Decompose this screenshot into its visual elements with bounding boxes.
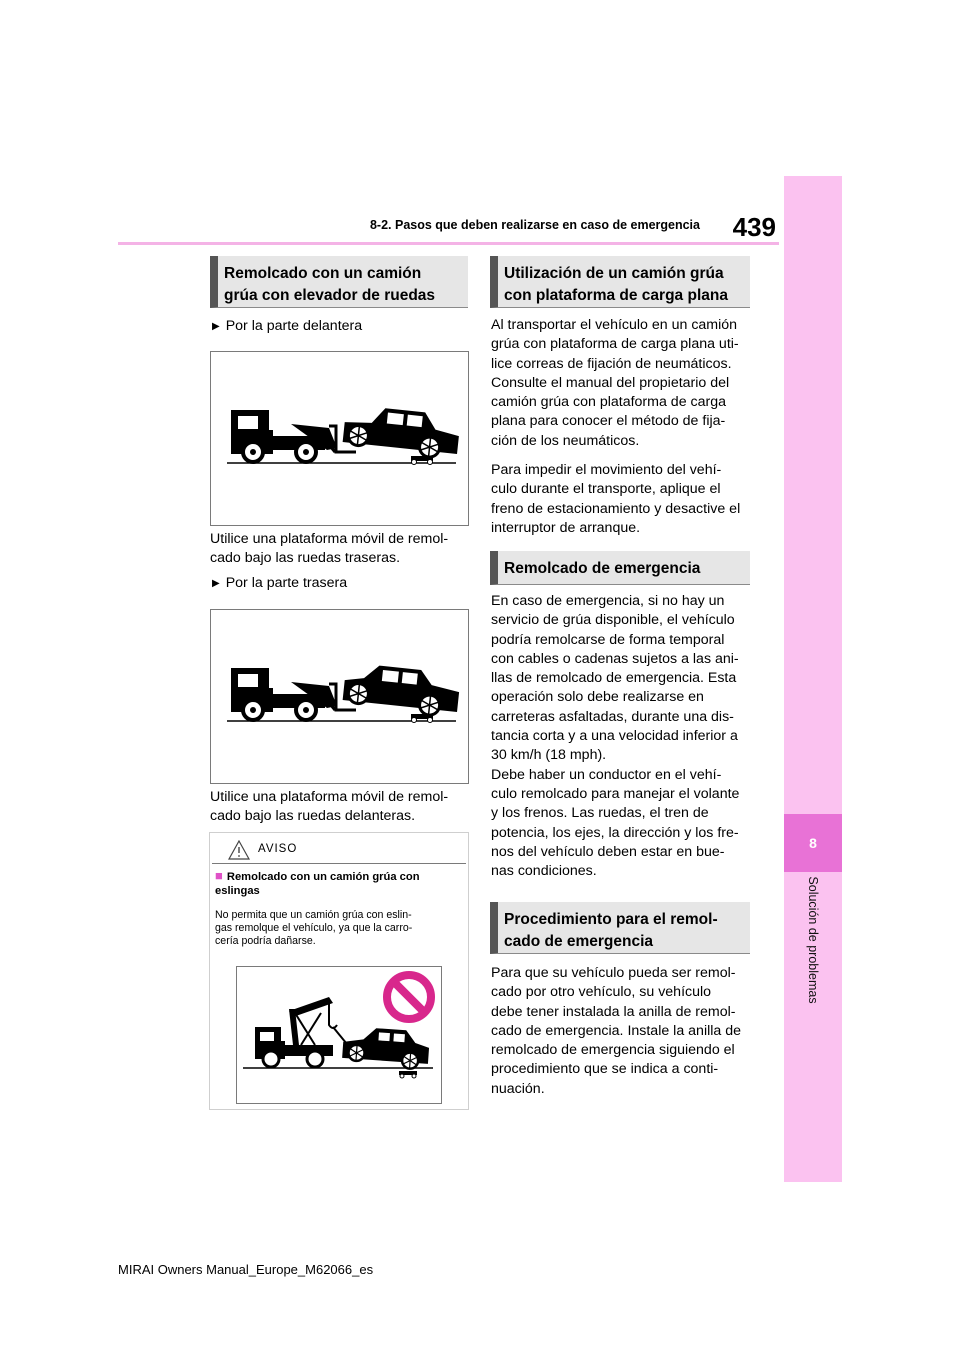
text-line: lice correas de fijación de neumáticos. [491,355,732,372]
text-line: Consulte el manual del propietario del [491,374,730,391]
text-line: plana para conocer el método de fija- [491,413,726,430]
bullet-rear-label: Por la parte trasera [225,575,348,591]
chapter-number: 8 [809,835,817,851]
text-line: cado de emergencia. Instale la anilla de [491,1022,742,1039]
text-line: Para que su vehículo pueda ser remol- [491,965,736,981]
sling-tow-prohibited-drawing [237,967,441,1103]
notice-subtitle-text: Remolcado con un camión grúa con eslingas [215,871,420,897]
text-line: potencia, los ejes, la dirección y los fre- [491,824,739,841]
notice-body-line: cería podría dañarse. [215,934,316,947]
notice-body-line: No permita que un camión grúa con eslin- [215,909,412,921]
emergency-paragraph [491,592,753,881]
procedure-paragraph [491,964,753,1099]
text-line: Para impedir el movimiento del vehí- [491,462,722,479]
bullet-front-label: Por la parte delantera [225,318,363,334]
bullet-triangle-icon: ▶ [212,321,220,332]
footer-text: MIRAI Owners Manual_Europe_M62066_es [118,1262,374,1277]
text-line: servicio de grúa disponible, el vehículo [491,612,735,629]
heading-emergency: Remolcado de emergencia [490,551,750,585]
header-rule [118,242,779,245]
text-line: En caso de emergencia, si no hay un [491,593,725,609]
text-line: camión grúa con plataforma de carga [491,394,727,411]
caption-front-line1: Utilice una plataforma móvil de remol- [210,531,449,547]
text-line: debe tener instalada la anilla de remol- [491,1003,736,1020]
heading-flatbed [490,256,750,308]
text-line: nos del vehículo deben estar en bue- [491,843,725,860]
heading-flatbed-line2: con plataforma de carga plana [504,287,728,304]
heading-wheel-lift-line2: grúa con elevador de ruedas [224,287,436,304]
text-line: operación solo debe realizarse en [491,689,704,706]
heading-procedure-line1: Procedimiento para el remol- [504,911,718,928]
illustration-front-lift [210,351,469,526]
flatbed-paragraph-1 [491,316,753,451]
text-line: con cables o cadenas sujetos a las ani- [491,650,739,667]
tow-truck-rear-lift-drawing [211,610,468,783]
heading-wheel-lift-line1: Remolcado con un camión [224,265,422,282]
caption-rear-line2: cado bajo las ruedas delanteras. [210,808,416,825]
notice-subtitle [215,869,465,898]
text-line: grúa con plataforma de carga plana uti- [491,336,739,353]
text-line: Debe haber un conductor en el vehí- [491,766,722,783]
section-title: 8-2. Pasos que deben realizarse en caso de emergencia [369,218,700,232]
text-line: remolcado de emergencia siguiendo el [491,1042,735,1059]
text-line: culo remolcado para manejar el volante [491,785,740,802]
text-line: llas de remolcado de emergencia. Esta [491,670,737,687]
tow-truck-front-lift-drawing [211,352,468,525]
caption-front [210,530,470,569]
text-line: cado por otro vehículo, su vehículo [491,984,712,1001]
text-line: y los frenos. Las ruedas, el tren de [491,805,709,822]
bullet-triangle-icon: ▶ [212,578,220,589]
caption-rear-line1: Utilice una plataforma móvil de remol- [210,789,449,805]
heading-wheel-lift [210,256,468,308]
text-line: nas condiciones. [491,863,597,880]
illustration-sling-prohibited [236,966,442,1104]
bullet-front [212,317,362,337]
notice-body-line: gas remolque el vehículo, ya que la carro- [215,921,413,934]
text-line: carreteras asfaltadas, durante una dis- [491,708,734,725]
notice-title: AVISO [258,843,298,855]
text-line: 30 km/h (18 mph). [491,747,607,764]
text-line: ción de los neumáticos. [491,432,640,449]
square-bullet-icon: ■ [215,868,223,883]
caption-front-line2: cado bajo las ruedas traseras. [210,550,401,567]
chapter-side-tab [784,176,842,1182]
heading-flatbed-line1: Utilización de un camión grúa [504,265,724,282]
text-line: culo durante el transporte, aplique el [491,481,721,498]
notice-body [215,909,465,947]
flatbed-paragraphs [491,316,753,548]
text-line: freno de estacionamiento y desactive el [491,500,741,517]
bullet-rear [212,574,347,594]
text-line: procedimiento que se indica a conti- [491,1061,719,1078]
flatbed-paragraph-2 [491,461,753,538]
heading-procedure-line2: cado de emergencia [504,933,654,950]
caption-rear [210,788,470,827]
heading-procedure [490,902,750,954]
text-line: Al transportar el vehículo en un camión [491,317,738,333]
page-number: 439 [732,212,776,242]
text-line: interruptor de arranque. [491,519,641,536]
chapter-label: Solución de problemas [806,876,820,1004]
illustration-rear-lift [210,609,469,784]
warning-triangle-icon [228,840,250,860]
text-line: tancia corta y a una velocidad inferior a [491,728,738,745]
text-line: podría remolcarse de forma temporal [491,631,725,648]
notice-divider [212,863,466,864]
prohibition-icon [387,975,431,1019]
text-line: nuación. [491,1080,545,1097]
